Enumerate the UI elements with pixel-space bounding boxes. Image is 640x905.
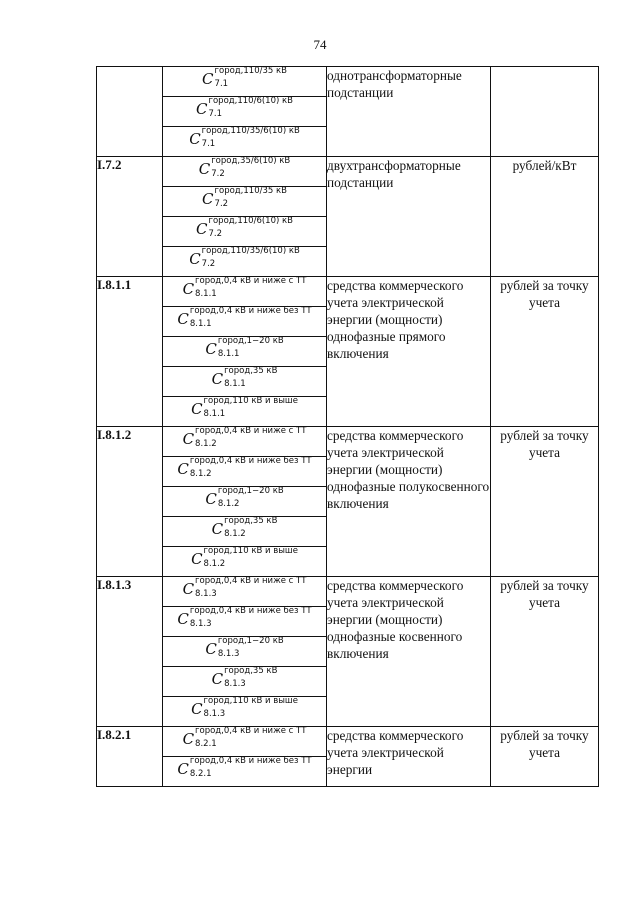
symbol-indices <box>214 66 287 89</box>
tariff-table <box>96 66 599 787</box>
tariff-symbol-cell <box>163 337 327 367</box>
symbol-letter: C <box>189 250 201 268</box>
symbol-superscript: город,0,4 кВ и ниже с ТТ <box>195 726 307 736</box>
item-description: средства коммерческого учета электрической энергии <box>327 727 491 787</box>
item-description: средства коммерческого учета электрической энергии (мощности) однофазные полукосвенного включения <box>327 427 491 577</box>
item-code: I.8.1.1 <box>97 277 163 427</box>
table-row <box>97 67 599 97</box>
item-code: I.8.2.1 <box>97 727 163 787</box>
symbol-letter: C <box>182 430 195 448</box>
symbol-subscript: 7.1 <box>201 139 216 149</box>
tariff-symbol <box>183 277 307 299</box>
tariff-symbol <box>189 247 300 269</box>
tariff-symbol-cell <box>163 307 327 337</box>
symbol-letter: C <box>177 610 189 628</box>
symbol-indices <box>195 726 307 749</box>
symbol-indices <box>224 666 278 689</box>
symbol-subscript: 7.2 <box>208 229 223 239</box>
tariff-symbol-cell <box>163 157 327 187</box>
symbol-superscript: город,110 кВ и выше <box>203 696 298 706</box>
tariff-symbol <box>212 367 278 389</box>
symbol-indices <box>208 216 293 239</box>
tariff-symbol <box>196 217 293 239</box>
tariff-symbol-cell <box>163 427 327 457</box>
table-row <box>97 277 599 307</box>
item-description: средства коммерческого учета электрической энергии (мощности) однофазные прямого включения <box>327 277 491 427</box>
symbol-superscript: город,1−20 кВ <box>217 486 284 496</box>
tariff-symbol <box>199 157 291 179</box>
tariff-symbol <box>196 97 293 119</box>
symbol-letter: C <box>182 730 195 748</box>
symbol-indices <box>189 756 312 779</box>
tariff-symbol-cell <box>163 127 327 157</box>
symbol-superscript: город,1−20 кВ <box>217 336 284 346</box>
symbol-letter: C <box>177 310 189 328</box>
tariff-symbol <box>202 187 287 209</box>
symbol-subscript: 8.1.2 <box>195 439 217 449</box>
symbol-indices <box>224 516 278 539</box>
symbol-subscript: 8.1.3 <box>195 589 217 599</box>
symbol-indices <box>211 156 291 179</box>
tariff-symbol-cell <box>163 547 327 577</box>
symbol-indices <box>203 546 298 569</box>
tariff-symbol-cell <box>163 517 327 547</box>
symbol-subscript: 7.1 <box>208 109 223 119</box>
symbol-superscript: город,110/6(10) кВ <box>208 216 293 226</box>
table-row <box>97 727 599 757</box>
symbol-superscript: город,0,4 кВ и ниже с ТТ <box>195 576 307 586</box>
symbol-superscript: город,35 кВ <box>224 666 278 676</box>
tariff-symbol-cell <box>163 607 327 637</box>
symbol-indices <box>214 186 287 209</box>
tariff-symbol <box>191 547 298 569</box>
symbol-letter: C <box>196 220 208 238</box>
symbol-indices <box>203 696 298 719</box>
symbol-indices <box>195 276 307 299</box>
item-code: I.7.2 <box>97 157 163 277</box>
symbol-letter: C <box>205 640 217 658</box>
item-unit: рублей за точку учета <box>491 427 599 577</box>
item-description: двухтрансформаторные подстанции <box>327 157 491 277</box>
symbol-indices <box>217 486 284 509</box>
item-description: однотрансформаторные подстанции <box>327 67 491 157</box>
symbol-indices <box>224 366 278 389</box>
item-code <box>97 67 163 157</box>
symbol-letter: C <box>202 190 214 208</box>
symbol-superscript: город,110/35/6(10) кВ <box>201 126 300 136</box>
symbol-letter: C <box>198 160 211 178</box>
symbol-superscript: город,0,4 кВ и ниже с ТТ <box>195 276 307 286</box>
tariff-symbol-cell <box>163 457 327 487</box>
symbol-superscript: город,110/35/6(10) кВ <box>201 246 300 256</box>
symbol-subscript: 8.1.2 <box>189 469 212 479</box>
tariff-symbol <box>212 517 278 539</box>
symbol-subscript: 8.1.2 <box>224 529 246 539</box>
symbol-subscript: 8.1.1 <box>217 349 240 359</box>
symbol-indices <box>208 96 293 119</box>
symbol-letter: C <box>177 760 189 778</box>
item-unit: рублей за точку учета <box>491 277 599 427</box>
symbol-subscript: 8.1.2 <box>203 559 226 569</box>
tariff-symbol <box>191 697 298 719</box>
symbol-letter: C <box>177 460 189 478</box>
symbol-subscript: 8.1.3 <box>224 679 246 689</box>
tariff-symbol <box>202 67 287 89</box>
symbol-letter: C <box>205 340 217 358</box>
tariff-symbol-cell <box>163 697 327 727</box>
symbol-superscript: город,110/35 кВ <box>214 66 287 76</box>
item-unit: рублей за точку учета <box>491 727 599 787</box>
item-description: средства коммерческого учета электрической энергии (мощности) однофазные косвенного включения <box>327 577 491 727</box>
symbol-subscript: 7.2 <box>214 199 229 209</box>
symbol-letter: C <box>182 580 195 598</box>
symbol-subscript: 8.2.1 <box>195 739 217 749</box>
tariff-symbol-cell <box>163 367 327 397</box>
tariff-symbol-cell <box>163 727 327 757</box>
tariff-symbol <box>205 337 283 359</box>
symbol-letter: C <box>202 70 214 88</box>
tariff-symbol <box>212 667 278 689</box>
symbol-superscript: город,110 кВ и выше <box>203 396 298 406</box>
tariff-symbol-cell <box>163 667 327 697</box>
item-unit: рублей/кВт <box>491 157 599 277</box>
symbol-letter: C <box>191 550 203 568</box>
tariff-symbol-cell <box>163 187 327 217</box>
symbol-indices <box>195 426 307 449</box>
symbol-indices <box>203 396 298 419</box>
tariff-symbol <box>189 127 300 149</box>
table-row <box>97 577 599 607</box>
tariff-symbol <box>183 727 307 749</box>
symbol-letter: C <box>189 130 201 148</box>
item-code: I.8.1.2 <box>97 427 163 577</box>
tariff-symbol <box>177 607 311 629</box>
symbol-superscript: город,0,4 кВ и ниже без ТТ <box>189 306 312 316</box>
symbol-subscript: 8.1.1 <box>195 289 217 299</box>
page-number: 74 <box>313 37 327 52</box>
tariff-symbol-cell <box>163 217 327 247</box>
symbol-superscript: город,110 кВ и выше <box>203 546 298 556</box>
symbol-superscript: город,1−20 кВ <box>217 636 284 646</box>
symbol-superscript: город,35 кВ <box>224 516 278 526</box>
symbol-superscript: город,0,4 кВ и ниже без ТТ <box>189 756 312 766</box>
symbol-indices <box>195 576 307 599</box>
tariff-table-body <box>97 67 599 787</box>
tariff-symbol-cell <box>163 67 327 97</box>
table-row <box>97 427 599 457</box>
symbol-indices <box>189 606 312 629</box>
symbol-superscript: город,110/35 кВ <box>214 186 287 196</box>
symbol-subscript: 8.1.1 <box>224 379 246 389</box>
symbol-subscript: 8.1.1 <box>189 319 212 329</box>
tariff-symbol-cell <box>163 247 327 277</box>
tariff-symbol-cell <box>163 757 327 787</box>
symbol-indices <box>201 126 300 149</box>
item-unit: рублей за точку учета <box>491 577 599 727</box>
symbol-subscript: 8.1.3 <box>189 619 212 629</box>
symbol-superscript: город,0,4 кВ и ниже без ТТ <box>189 456 312 466</box>
symbol-indices <box>217 336 284 359</box>
symbol-subscript: 8.1.1 <box>203 409 226 419</box>
tariff-symbol-cell <box>163 487 327 517</box>
tariff-symbol <box>191 397 298 419</box>
symbol-letter: C <box>191 400 203 418</box>
tariff-symbol-cell <box>163 577 327 607</box>
tariff-symbol-cell <box>163 637 327 667</box>
tariff-symbol-cell <box>163 277 327 307</box>
tariff-symbol-cell <box>163 97 327 127</box>
symbol-subscript: 8.1.3 <box>217 649 240 659</box>
tariff-symbol <box>205 487 283 509</box>
symbol-letter: C <box>211 670 224 688</box>
symbol-subscript: 7.2 <box>201 259 216 269</box>
symbol-subscript: 7.2 <box>211 169 225 179</box>
symbol-letter: C <box>205 490 217 508</box>
symbol-superscript: город,35/6(10) кВ <box>211 156 291 166</box>
tariff-symbol-cell <box>163 397 327 427</box>
symbol-letter: C <box>211 520 224 538</box>
tariff-symbol <box>183 427 307 449</box>
tariff-symbol <box>177 457 311 479</box>
item-unit <box>491 67 599 157</box>
symbol-subscript: 8.1.2 <box>217 499 240 509</box>
symbol-superscript: город,35 кВ <box>224 366 278 376</box>
symbol-letter: C <box>182 280 195 298</box>
symbol-superscript: город,0,4 кВ и ниже с ТТ <box>195 426 307 436</box>
symbol-subscript: 7.1 <box>214 79 229 89</box>
symbol-indices <box>201 246 300 269</box>
item-code: I.8.1.3 <box>97 577 163 727</box>
symbol-indices <box>189 306 312 329</box>
tariff-symbol <box>177 757 311 779</box>
table-row <box>97 157 599 187</box>
symbol-letter: C <box>211 370 224 388</box>
symbol-superscript: город,0,4 кВ и ниже без ТТ <box>189 606 312 616</box>
tariff-symbol <box>177 307 311 329</box>
symbol-letter: C <box>191 700 203 718</box>
symbol-subscript: 8.1.3 <box>203 709 226 719</box>
tariff-symbol <box>205 637 283 659</box>
symbol-superscript: город,110/6(10) кВ <box>208 96 293 106</box>
symbol-indices <box>217 636 284 659</box>
symbol-indices <box>189 456 312 479</box>
tariff-symbol <box>183 577 307 599</box>
symbol-letter: C <box>196 100 208 118</box>
symbol-subscript: 8.2.1 <box>189 769 212 779</box>
